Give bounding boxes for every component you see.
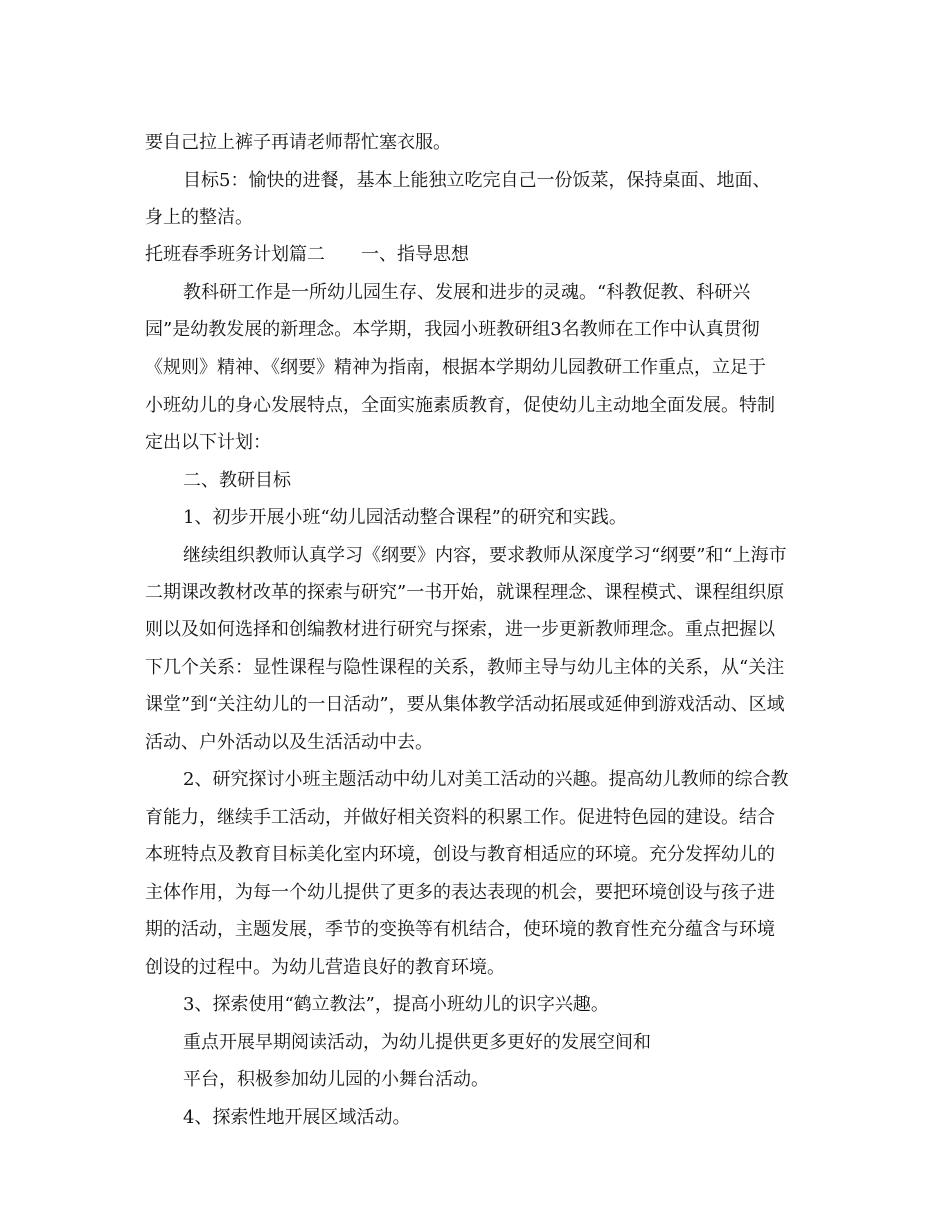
text-line: 3、探索使用“鹤立教法”，提高小班幼儿的识字兴趣。 [183,994,609,1015]
text-line: 要自己拉上裤子再请老师帮忙塞衣服。 [145,132,451,153]
text-line: 重点开展早期阅读活动，为幼儿提供更多更好的发展空间和 [183,1032,651,1053]
text-line: 《规则》精神、《纲要》精神为指南，根据本学期幼儿园教研工作重点，立足于 [145,357,766,378]
text-line: 园”是幼教发展的新理念。本学期，我园小班教研组3名教师在工作中认真贯彻 [145,319,760,340]
text-line: 教科研工作是一所幼儿园生存、发展和进步的灵魂。“科教促教、科研兴 [183,282,751,303]
text-line: 平台，积极参加幼儿园的小舞台活动。 [183,1069,489,1090]
text-line: 4、探索性地开展区域活动。 [183,1107,411,1128]
text-line: 目标5：愉快的进餐，基本上能独立吃完自己一份饭菜，保持桌面、地面、 [183,170,771,191]
text-line: 主体作用，为每一个幼儿提供了更多的表达表现的机会，要把环境创设与孩子进 [145,882,775,903]
text-line: 身上的整洁。 [145,207,253,228]
text-line: 活动、户外活动以及生活活动中去。 [145,732,433,753]
text-line: 小班幼儿的身心发展特点，全面实施素质教育，促使幼儿主动地全面发展。特制 [145,395,775,416]
section-heading: 托班春季班务计划篇二 一、指导思想 [145,244,469,265]
text-line: 2、研究探讨小班主题活动中幼儿对美工活动的兴趣。提高幼儿教师的综合教 [183,769,789,790]
text-line: 下几个关系：显性课程与隐性课程的关系，教师主导与幼儿主体的关系，从“关注 [145,657,785,678]
section-heading: 二、教研目标 [183,470,291,491]
text-line: 继续组织教师认真学习《纲要》内容，要求教师从深度学习“纲要”和“上海市 [183,545,787,566]
text-line: 课堂”到“关注幼儿的一日活动”，要从集体教学活动拓展或延伸到游戏活动、区域 [145,694,785,715]
text-line: 创设的过程中。为幼儿营造良好的教育环境。 [145,957,505,978]
text-line: 期的活动，主题发展，季节的变换等有机结合，使环境的教育性充分蕴含与环境 [145,919,775,940]
text-line: 本班特点及教育目标美化室内环境，创设与教育相适应的环境。充分发挥幼儿的 [145,844,775,865]
text-line: 则以及如何选择和创编教材进行研究与探索，进一步更新教师理念。重点把握以 [145,619,775,640]
text-line: 1、初步开展小班“幼儿园活动整合课程”的研究和实践。 [183,507,627,528]
text-line: 育能力，继续手工活动，并做好相关资料的积累工作。促进特色园的建设。结合 [145,807,775,828]
text-line: 定出以下计划： [145,432,271,453]
text-line: 二期课改教材改革的探索与研究”一书开始，就课程理念、课程模式、课程组织原 [145,582,785,603]
